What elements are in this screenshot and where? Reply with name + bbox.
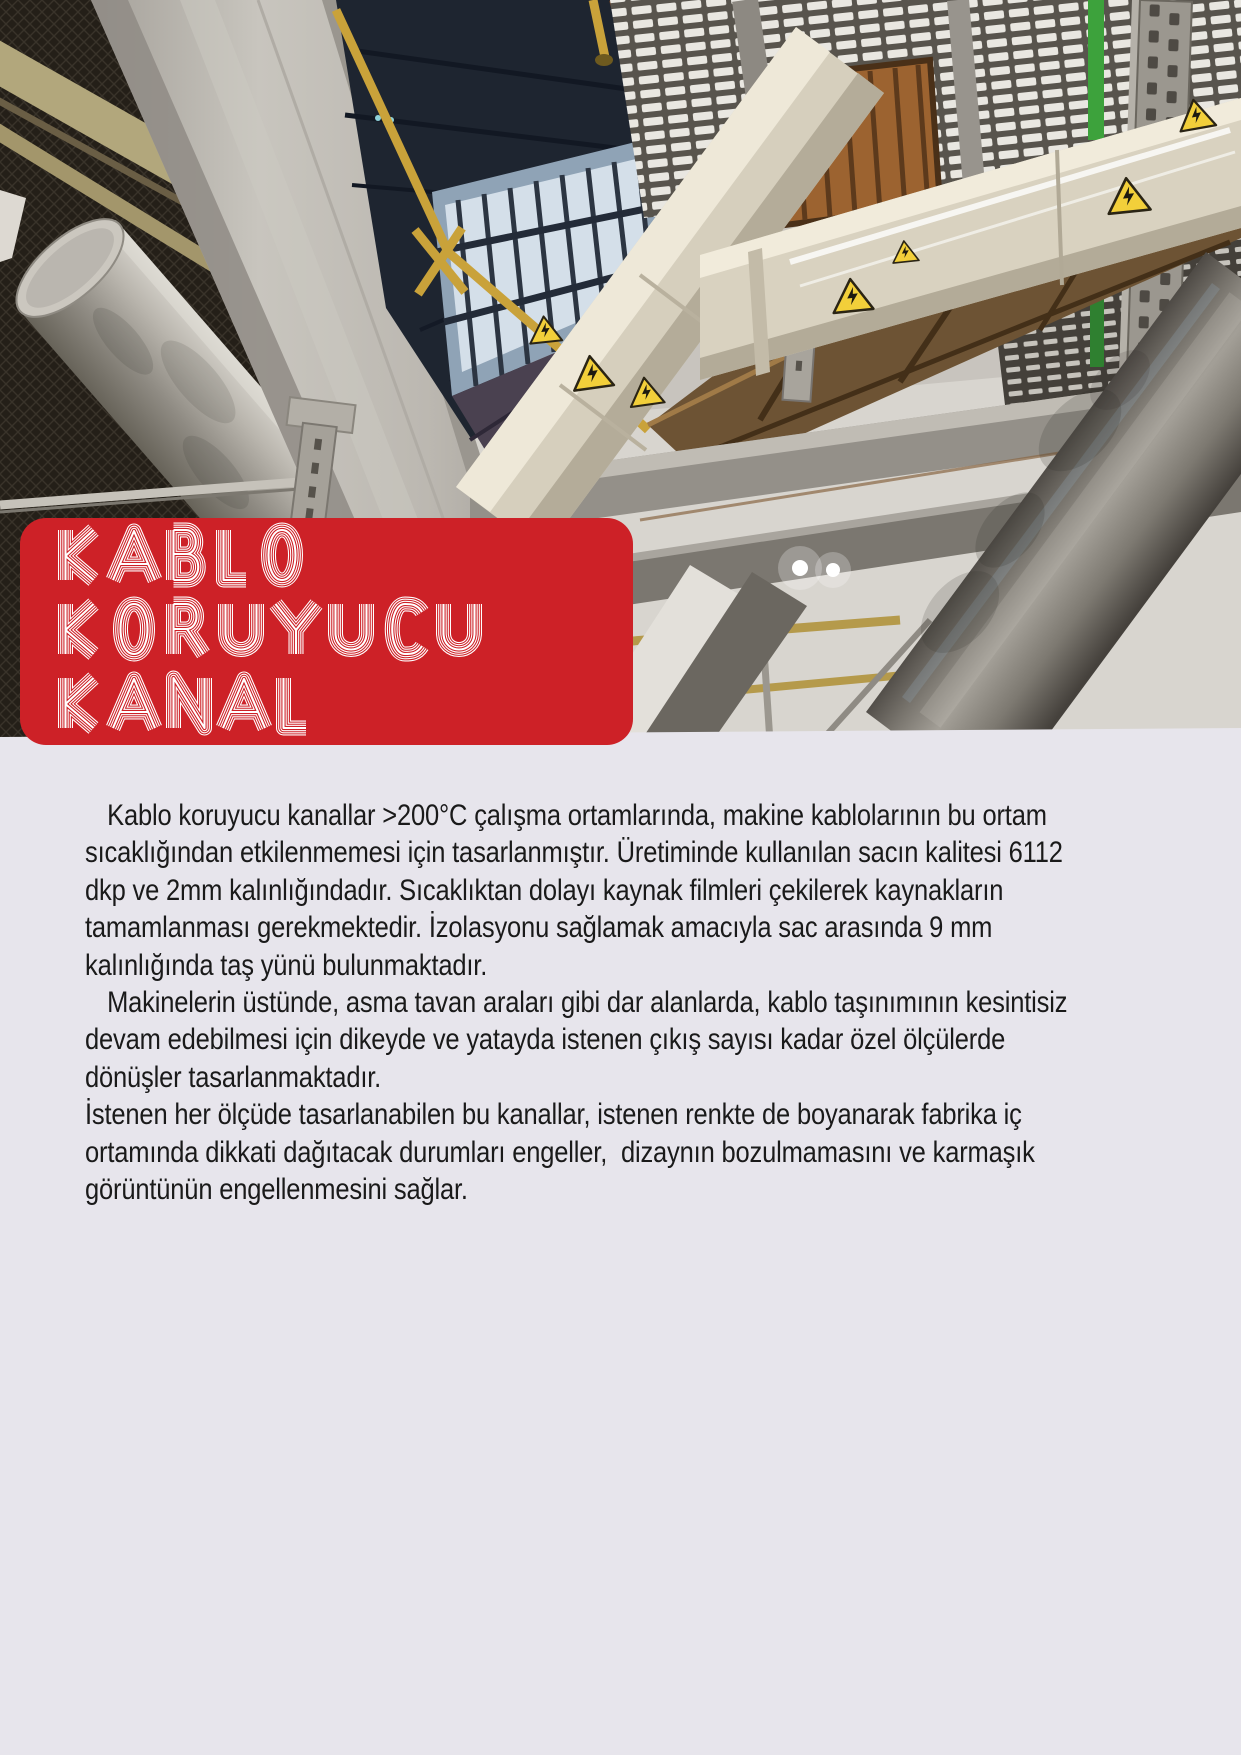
body-text-line: görüntünün engellenmesini sağlar. xyxy=(85,1173,468,1207)
body-text-line: dkp ve 2mm kalınlığındadır. Sıcaklıktan dolayı kaynak filmleri çekilerek kaynakların xyxy=(85,873,1004,907)
body-text-line: İstenen her ölçüde tasarlanabilen bu kanallar, istenen renkte de boyanarak fabrika iç xyxy=(85,1098,1022,1132)
title-line xyxy=(58,530,314,580)
body-text-line: sıcaklığından etkilenmemesi için tasarlanmıştır. Üretiminde kullanılan sacın kalitesi 6112 xyxy=(85,836,1063,870)
body-text-line: kalınlığında taş yünü bulunmaktadır. xyxy=(85,948,488,982)
body-text-line: Kablo koruyucu kanallar >200°C çalışma ortamlarında, makine kablolarının bu ortam xyxy=(107,799,1047,832)
body-text-line: ortamında dikkati dağıtacak durumları engeller, dizaynın bozulmamasını ve karmaşık xyxy=(85,1135,1035,1169)
body-text-line: tamamlanması gerekmektedir. İzolasyonu sağlamak amacıyla sac arasında 9 mm xyxy=(85,911,993,945)
title-card xyxy=(20,518,633,745)
body-text-line: dönüşler tasarlanmaktadır. xyxy=(85,1060,382,1094)
title-line xyxy=(58,604,490,654)
body-text-line: Makinelerin üstünde, asma tavan araları gibi dar alanlarda, kablo taşınımının kesintisiz xyxy=(107,986,1068,1020)
title-line xyxy=(58,678,318,728)
body-text xyxy=(85,797,1190,1208)
body-text-line: devam edebilmesi için dikeyde ve yatayda istenen çıkış sayısı kadar özel ölçülerde xyxy=(85,1023,1006,1057)
